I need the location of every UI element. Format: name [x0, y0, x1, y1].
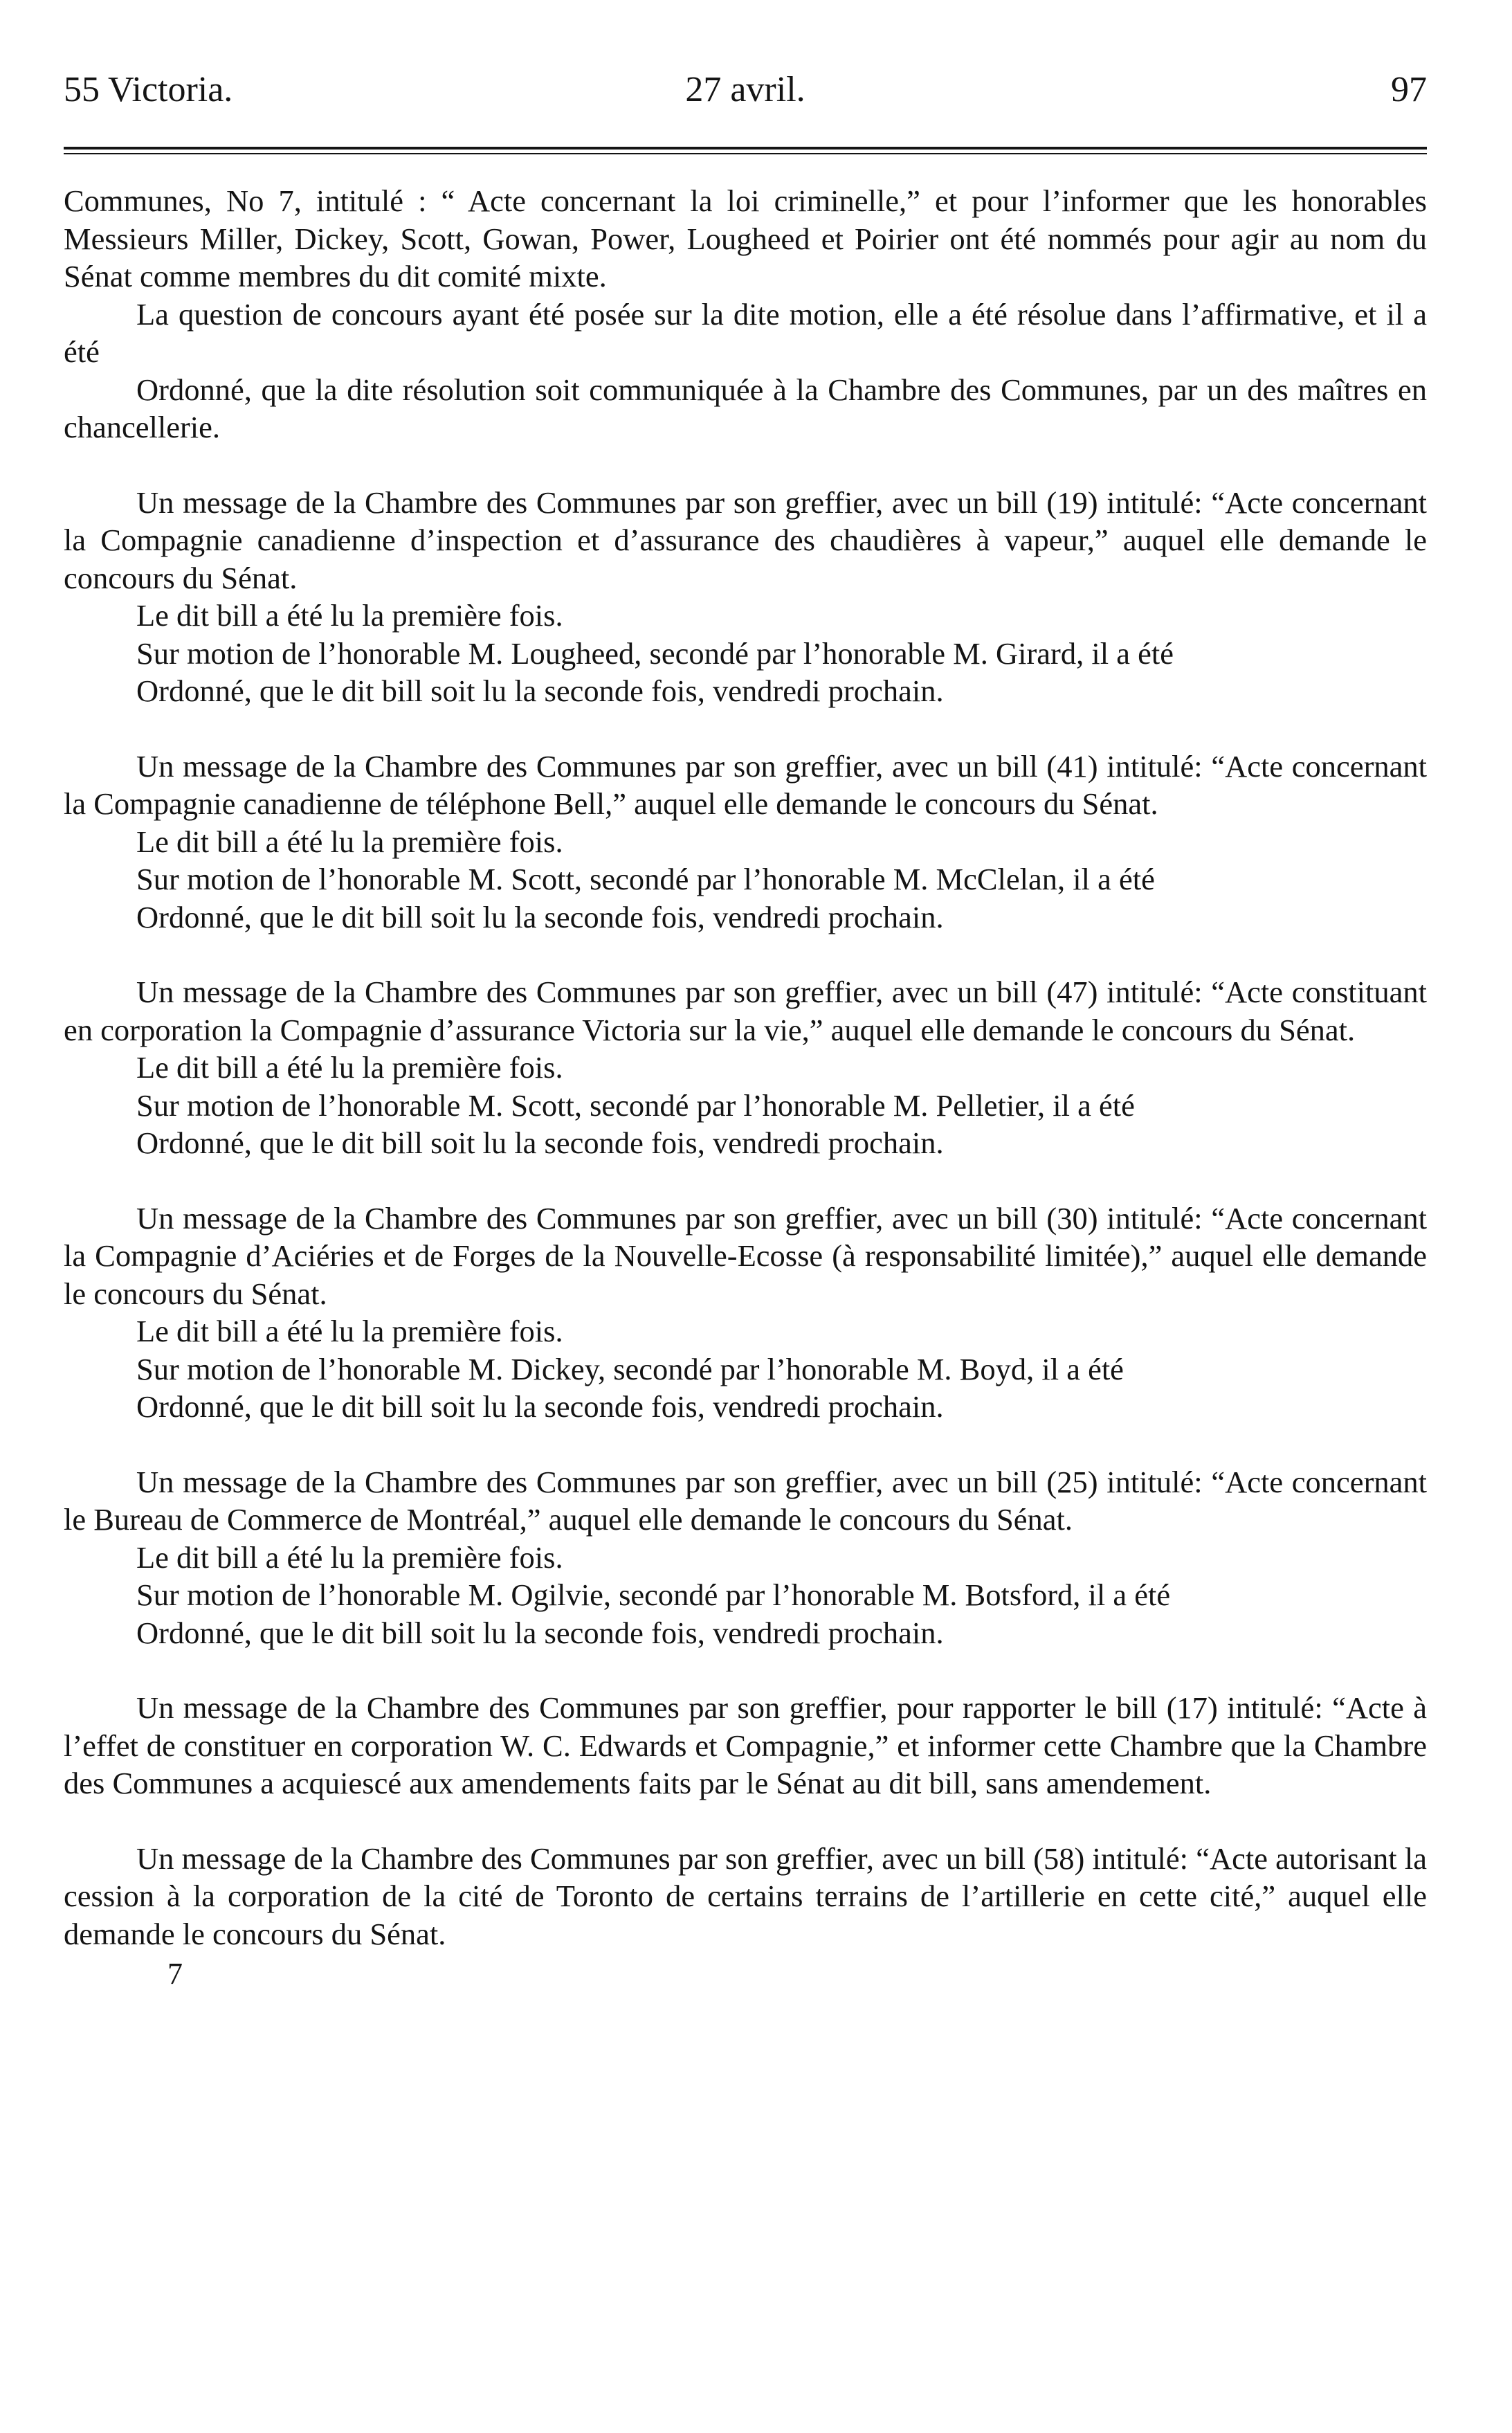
paragraph: Un message de la Chambre des Communes par son greffier, avec un bill (47) intitulé: “Acte constituant en corporation la Compagnie d’assurance Victoria sur la vie,” auquel elle demande le concours du Sénat.	[64, 975, 1427, 1047]
paragraph: Un message de la Chambre des Communes par son greffier, avec un bill (19) intitulé: “Acte concernant la Compagnie canadienne d’inspection et d’assurance des chaudières à vapeur,” auquel elle demande le concours du Sénat.	[64, 485, 1427, 595]
paragraph: Le dit bill a été lu la première fois.	[136, 1314, 563, 1348]
paragraph: Un message de la Chambre des Communes par son greffier, pour rapporter le bill (17) intitulé: “Acte à l’effet de constituer en corporation W. C. Edwards et Compagnie,” et informer cette Chambre que la Chambre des Communes a acquiescé aux amendements faits par le Sénat au dit bill, sans amendement.	[64, 1690, 1427, 1800]
page-header	[64, 62, 1427, 118]
paragraph: Sur motion de l’honorable M. Dickey, secondé par l’honorable M. Boyd, il a été	[136, 1351, 1124, 1386]
document-body	[64, 182, 1427, 1991]
paragraph: Sur motion de l’honorable M. Scott, secondé par l’honorable M. McClelan, il a été	[136, 862, 1155, 896]
paragraph: Ordonné, que le dit bill soit lu la seconde fois, vendredi prochain.	[136, 673, 944, 708]
paragraph: Ordonné, que le dit bill soit lu la seconde fois, vendredi prochain.	[136, 1389, 944, 1424]
paragraph: Ordonné, que le dit bill soit lu la seconde fois, vendredi prochain.	[136, 899, 944, 934]
signature-mark: 7	[167, 1957, 183, 1991]
paragraph: Le dit bill a été lu la première fois.	[136, 598, 563, 633]
paragraph: Le dit bill a été lu la première fois.	[136, 1050, 563, 1085]
header-date: 27 avril.	[685, 70, 805, 109]
paragraph: Le dit bill a été lu la première fois.	[136, 1539, 563, 1575]
paragraph: Un message de la Chambre des Communes par son greffier, avec un bill (25) intitulé: “Acte concernant le Bureau de Commerce de Montréal,” auquel elle demande le concours du Sénat.	[64, 1464, 1427, 1537]
paragraph: Ordonné, que la dite résolution soit communiquée à la Chambre des Communes, par un des maîtres en chancellerie.	[64, 372, 1427, 444]
paragraph: Le dit bill a été lu la première fois.	[136, 824, 563, 859]
paragraph: Communes, No 7, intitulé : “ Acte concernant la loi criminelle,” et pour l’informer que les honorables Messieurs Miller, Dickey, Scott, Gowan, Power, Lougheed et Poirier ont été nommés pour agir au nom du Sénat comme membres du dit comité mixte.	[64, 183, 1427, 293]
paragraph: Sur motion de l’honorable M. Scott, secondé par l’honorable M. Pelletier, il a été	[136, 1087, 1135, 1123]
page-number: 97	[1391, 70, 1427, 109]
header-regnal-year: 55 Victoria.	[64, 70, 233, 109]
paragraph: La question de concours ayant été posée sur la dite motion, elle a été résolue dans l’affirmative, et il a été	[64, 296, 1427, 369]
paragraph: Sur motion de l’honorable M. Lougheed, secondé par l’honorable M. Girard, il a été	[136, 635, 1174, 671]
header-double-rule	[64, 147, 1427, 154]
paragraph: Un message de la Chambre des Communes par son greffier, avec un bill (30) intitulé: “Acte concernant la Compagnie d’Aciéries et de Forges de la Nouvelle-Ecosse (à responsabilité limitée),” auquel elle demande le concours du Sénat.	[64, 1200, 1427, 1311]
document-page	[64, 62, 1427, 1991]
paragraph: Ordonné, que le dit bill soit lu la seconde fois, vendredi prochain.	[136, 1125, 944, 1160]
paragraph: Ordonné, que le dit bill soit lu la seconde fois, vendredi prochain.	[136, 1615, 944, 1650]
paragraph: Sur motion de l’honorable M. Ogilvie, secondé par l’honorable M. Botsford, il a été	[136, 1577, 1171, 1612]
paragraph: Un message de la Chambre des Communes par son greffier, avec un bill (41) intitulé: “Acte concernant la Compagnie canadienne de téléphone Bell,” auquel elle demande le concours du Sénat.	[64, 748, 1427, 821]
paragraph: Un message de la Chambre des Communes par son greffier, avec un bill (58) intitulé: “Acte autorisant la cession à la corporation de la cité de Toronto de certains terrains de l’artillerie en cette cité,” auquel elle demande le concours du Sénat.	[64, 1840, 1427, 1951]
